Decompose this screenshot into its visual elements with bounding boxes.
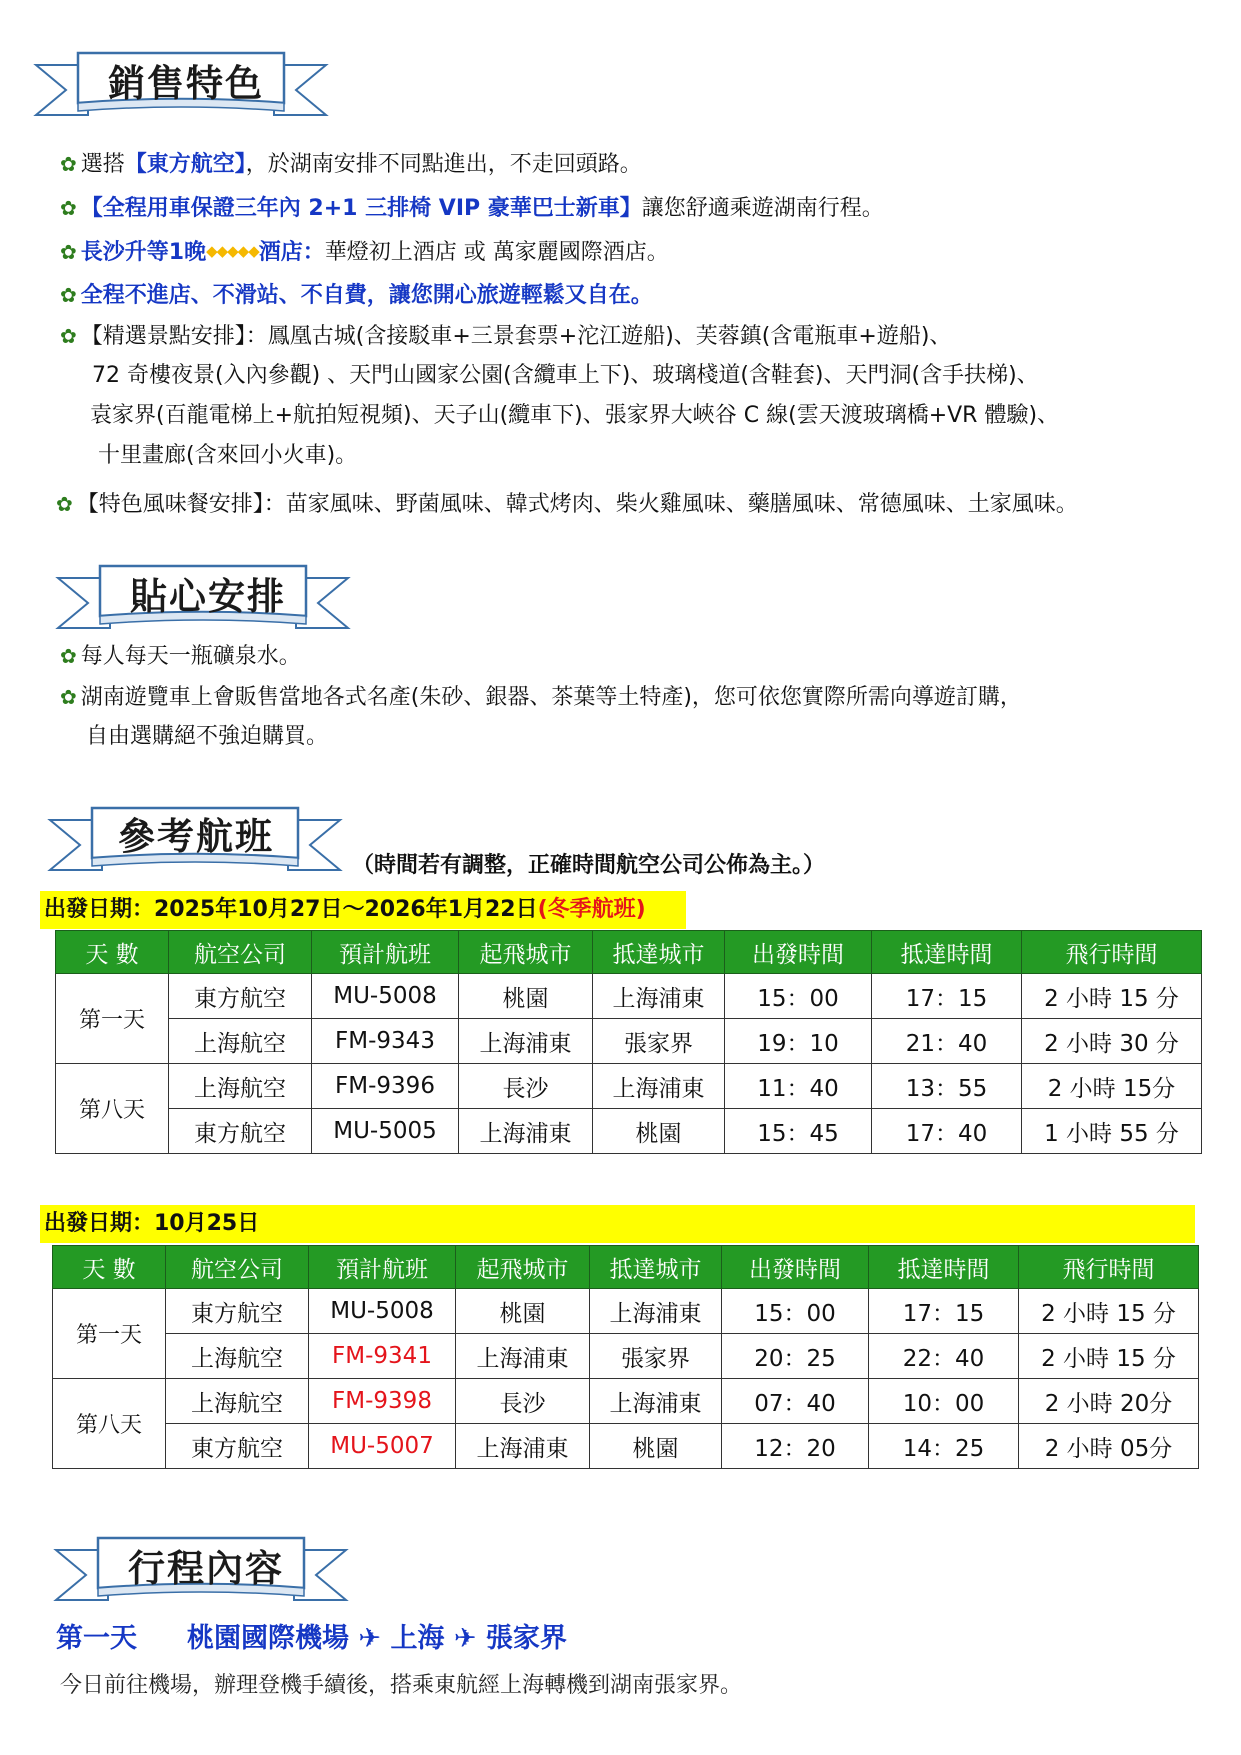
diamond-rating-icon: ◆◆◆◆◆ — [206, 242, 259, 260]
header-cell: 起飛城市 — [456, 1246, 590, 1289]
cell: 2 小時 20分 — [1019, 1379, 1199, 1424]
day-cell: 第八天 — [53, 1379, 166, 1469]
cell: 上海浦東 — [590, 1379, 722, 1424]
sales-line-5b: 72 奇樓夜景(入內參觀) 、天門山國家公園(含纜車上下)、玻璃棧道(含鞋套)、天門洞(含手扶梯)、 — [92, 363, 1039, 388]
cell: 長沙 — [456, 1379, 590, 1424]
flower-bullet-icon: ✿ — [56, 492, 73, 516]
cell: 1 小時 55 分 — [1022, 1109, 1202, 1154]
cell: MU-5005 — [312, 1109, 459, 1154]
cell: 17：15 — [869, 1289, 1019, 1334]
cell: 2 小時 15 分 — [1019, 1334, 1199, 1379]
header-cell: 抵達城市 — [590, 1246, 722, 1289]
cell: 桃園 — [459, 974, 593, 1019]
table-row — [53, 1379, 1199, 1424]
cell: 上海浦東 — [456, 1334, 590, 1379]
cell: 19：10 — [725, 1019, 872, 1064]
day-cell: 第一天 — [53, 1289, 166, 1379]
itinerary-day-route: 第一天 桃園國際機場 ✈ 上海 ✈ 張家界 — [56, 1623, 567, 1654]
sales-line-6: ✿ 【特色風味餐安排】：苗家風味、野菌風味、韓式烤肉、柴火雞風味、藥膳風味、常德風味、土家風味。 — [56, 492, 1078, 517]
cell: 20：25 — [722, 1334, 869, 1379]
header-cell: 飛行時間 — [1019, 1246, 1199, 1289]
flights-note: （時間若有調整，正確時間航空公司公佈為主。） — [352, 853, 826, 878]
cell: 張家界 — [590, 1334, 722, 1379]
cell: 上海航空 — [166, 1379, 309, 1424]
header-cell: 航空公司 — [166, 1246, 309, 1289]
section-title: 貼心安排 — [130, 575, 286, 618]
flower-bullet-icon: ✿ — [60, 324, 77, 348]
care-line-2: ✿ 湖南遊覽車上會販售當地各式名產(朱砂、銀器、茶葉等土特產)，您可依您實際所需向導遊訂購， — [60, 685, 1022, 710]
table-row — [56, 1064, 1202, 1109]
cell: 17：40 — [872, 1109, 1022, 1154]
cell: 15：00 — [725, 974, 872, 1019]
cell: 11：40 — [725, 1064, 872, 1109]
sales-line-4: ✿ 全程不進店、不滑站、不自費，讓您開心旅遊輕鬆又自在。 — [60, 283, 653, 308]
cell: 長沙 — [459, 1064, 593, 1109]
cell: MU-5008 — [309, 1289, 456, 1334]
day-cell: 第八天 — [56, 1064, 169, 1154]
cell: 10：00 — [869, 1379, 1019, 1424]
table-row — [56, 1109, 1202, 1154]
cell: FM-9343 — [312, 1019, 459, 1064]
cell: 張家界 — [593, 1019, 725, 1064]
flower-bullet-icon: ✿ — [60, 152, 77, 176]
flower-bullet-icon: ✿ — [60, 240, 77, 264]
cell: 2 小時 30 分 — [1022, 1019, 1202, 1064]
header-cell: 出發時間 — [722, 1246, 869, 1289]
cell: 2 小時 15 分 — [1022, 974, 1202, 1019]
header-cell: 天 數 — [56, 931, 169, 974]
section-banner-flights — [50, 800, 340, 880]
header-cell: 起飛城市 — [459, 931, 593, 974]
cell: 07：40 — [722, 1379, 869, 1424]
cell: 桃園 — [593, 1109, 725, 1154]
cell: 上海浦東 — [456, 1424, 590, 1469]
section-title: 參考航班 — [118, 815, 274, 858]
header-cell: 抵達城市 — [593, 931, 725, 974]
section-title: 行程內容 — [128, 1547, 284, 1590]
cell: 22：40 — [869, 1334, 1019, 1379]
section-banner-care — [58, 558, 348, 638]
cell: 桃園 — [590, 1424, 722, 1469]
table-header-row — [53, 1246, 1199, 1289]
sales-line-3: ✿ 長沙升等1晚◆◆◆◆◆酒店：華燈初上酒店 或 萬家麗國際酒店。 — [60, 240, 669, 265]
header-cell: 抵達時間 — [872, 931, 1022, 974]
sales-line-5c: 袁家界(百龍電梯上+航拍短視頻)、天子山(纜車下)、張家界大峽谷 C 線(雲天渡玻璃橋+VR 體驗)、 — [90, 403, 1060, 428]
cell: FM-9341 — [309, 1334, 456, 1379]
plane-icon: ✈ — [453, 1623, 486, 1654]
table-row — [56, 1019, 1202, 1064]
cell: 上海浦東 — [459, 1109, 593, 1154]
header-cell: 抵達時間 — [869, 1246, 1019, 1289]
header-cell: 預計航班 — [312, 931, 459, 974]
cell: 東方航空 — [169, 1109, 312, 1154]
cell: 東方航空 — [166, 1289, 309, 1334]
cell: 上海航空 — [169, 1019, 312, 1064]
section-banner-itinerary — [56, 1530, 346, 1610]
flights-table-oct25 — [52, 1245, 1199, 1469]
cell: 上海浦東 — [593, 974, 725, 1019]
cell: FM-9396 — [312, 1064, 459, 1109]
sales-line-2: ✿ 【全程用車保證三年內 2+1 三排椅 VIP 豪華巴士新車】讓您舒適乘遊湖南行程。 — [60, 196, 884, 221]
cell: 上海浦東 — [459, 1019, 593, 1064]
section-title: 銷售特色 — [108, 62, 264, 105]
table-row — [56, 974, 1202, 1019]
cell: 東方航空 — [166, 1424, 309, 1469]
table-row — [53, 1424, 1199, 1469]
cell: 14：25 — [869, 1424, 1019, 1469]
cell: 上海浦東 — [590, 1289, 722, 1334]
sales-line-5d: 十里畫廊(含來回小火車)。 — [98, 443, 358, 468]
cell: 東方航空 — [169, 974, 312, 1019]
cell: 2 小時 05分 — [1019, 1424, 1199, 1469]
sales-line-1: ✿ 選搭【東方航空】，於湖南安排不同點進出，不走回頭路。 — [60, 152, 642, 177]
flower-bullet-icon: ✿ — [60, 283, 77, 307]
care-line-1: ✿ 每人每天一瓶礦泉水。 — [60, 644, 301, 669]
plane-icon: ✈ — [358, 1623, 391, 1654]
cell: 上海航空 — [169, 1064, 312, 1109]
section-banner-sales — [36, 45, 326, 125]
day-cell: 第一天 — [56, 974, 169, 1064]
table-header-row — [56, 931, 1202, 974]
header-cell: 航空公司 — [169, 931, 312, 974]
header-cell: 天 數 — [53, 1246, 166, 1289]
cell: FM-9398 — [309, 1379, 456, 1424]
cell: 21：40 — [872, 1019, 1022, 1064]
cell: 2 小時 15 分 — [1019, 1289, 1199, 1334]
cell: 上海浦東 — [593, 1064, 725, 1109]
header-cell: 飛行時間 — [1022, 931, 1202, 974]
table-row — [53, 1289, 1199, 1334]
cell: 桃園 — [456, 1289, 590, 1334]
flights-table-winter — [55, 930, 1202, 1154]
cell: 15：00 — [722, 1289, 869, 1334]
cell: 12：20 — [722, 1424, 869, 1469]
date-bar-winter: 出發日期：2025年10月27日～2026年1月22日(冬季航班) — [40, 891, 686, 929]
cell: 上海航空 — [166, 1334, 309, 1379]
cell: 2 小時 15分 — [1022, 1064, 1202, 1109]
header-cell: 出發時間 — [725, 931, 872, 974]
header-cell: 預計航班 — [309, 1246, 456, 1289]
cell: 15：45 — [725, 1109, 872, 1154]
cell: MU-5007 — [309, 1424, 456, 1469]
itinerary-description: 今日前往機場，辦理登機手續後，搭乘東航經上海轉機到湖南張家界。 — [60, 1673, 743, 1698]
flower-bullet-icon: ✿ — [60, 644, 77, 668]
flower-bullet-icon: ✿ — [60, 196, 77, 220]
cell: 17：15 — [872, 974, 1022, 1019]
sales-line-5: ✿ 【精選景點安排】：鳳凰古城(含接駁車+三景套票+沱江遊船)、芙蓉鎮(含電瓶車+遊船)、 — [60, 324, 952, 349]
cell: MU-5008 — [312, 974, 459, 1019]
date-bar-oct25: 出發日期：10月25日 — [40, 1205, 1195, 1243]
table-row — [53, 1334, 1199, 1379]
care-line-2b: 自由選購絕不強迫購買。 — [86, 724, 329, 749]
flower-bullet-icon: ✿ — [60, 685, 77, 709]
cell: 13：55 — [872, 1064, 1022, 1109]
